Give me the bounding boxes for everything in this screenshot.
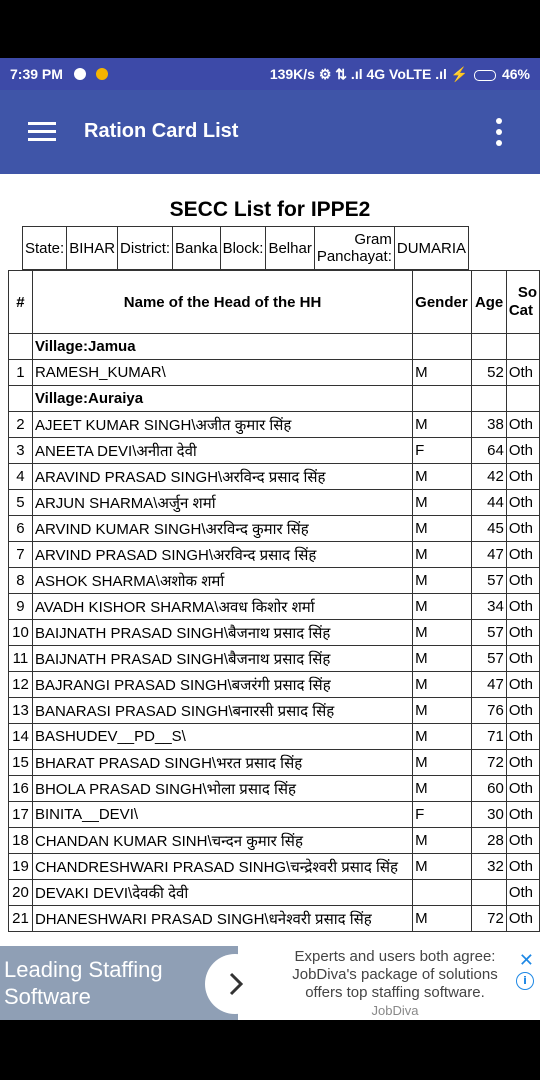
row-number: 8 [9, 568, 33, 594]
table-row [9, 464, 540, 490]
row-gender: M [413, 490, 472, 516]
village-row-cell [413, 386, 472, 412]
row-category: Oth [506, 750, 539, 776]
row-name: ARAVIND PRASAD SINGH\अरविन्द प्रसाद सिंह [32, 464, 412, 490]
row-name: CHANDRESHWARI PRASAD SINHG\चन्द्रेश्वरी प्रसाद सिंह [32, 854, 412, 880]
gp-label-line2: Panchayat: [316, 248, 392, 265]
row-gender: M [413, 672, 472, 698]
gram-panchayat-label [314, 227, 394, 270]
row-age: 60 [472, 776, 506, 802]
row-name: DHANESHWARI PRASAD SINGH\धनेश्वरी प्रसाद सिंह [32, 906, 412, 932]
table-row [9, 750, 540, 776]
row-number: 7 [9, 542, 33, 568]
village-row-cell [9, 334, 33, 360]
header-gender: Gender [413, 271, 472, 334]
row-name: ARVIND KUMAR SINGH\अरविन्द कुमार सिंह [32, 516, 412, 542]
status-indicators [270, 66, 530, 83]
row-name: BHARAT PRASAD SINGH\भरत प्रसाद सिंह [32, 750, 412, 776]
row-name: BANARASI PRASAD SINGH\बनारसी प्रसाद सिंह [32, 698, 412, 724]
row-name: BASHUDEV__PD__S\ [32, 724, 412, 750]
row-number: 3 [9, 438, 33, 464]
row-number: 1 [9, 360, 33, 386]
village-name: Village:Auraiya [32, 386, 412, 412]
row-number: 2 [9, 412, 33, 438]
top-black-bar [0, 0, 540, 58]
row-name: BAIJNATH PRASAD SINGH\बैजनाथ प्रसाद सिंह [32, 646, 412, 672]
row-age: 47 [472, 672, 506, 698]
state-value: BIHAR [67, 227, 118, 270]
row-gender: M [413, 828, 472, 854]
row-gender: M [413, 906, 472, 932]
header-category [506, 271, 539, 334]
row-gender: F [413, 438, 472, 464]
row-age: 28 [472, 828, 506, 854]
row-name: BINITA__DEVI\ [32, 802, 412, 828]
network-indicators: 139K/s ⚙ ⇅ .ıl 4G VoLTE .ıl ⚡ [269, 66, 469, 82]
hamburger-menu-icon[interactable] [28, 122, 56, 142]
table-row [9, 854, 540, 880]
village-row-cell [506, 334, 539, 360]
table-row [9, 828, 540, 854]
row-category: Oth [506, 412, 539, 438]
village-row-cell [413, 334, 472, 360]
chevron-right-icon [205, 954, 265, 1014]
ad-banner[interactable] [0, 946, 540, 1020]
row-number: 11 [9, 646, 33, 672]
row-number: 6 [9, 516, 33, 542]
row-gender: M [413, 724, 472, 750]
row-category: Oth [506, 594, 539, 620]
row-gender: M [413, 568, 472, 594]
row-gender [413, 880, 472, 906]
table-row [9, 646, 540, 672]
row-age: 47 [472, 542, 506, 568]
overflow-menu-icon[interactable] [496, 118, 502, 146]
page-title: SECC List for IPPE2 [169, 198, 371, 221]
row-category: Oth [506, 464, 539, 490]
row-name: BAJRANGI PRASAD SINGH\बजरंगी प्रसाद सिंह [32, 672, 412, 698]
table-row [9, 776, 540, 802]
row-gender: M [413, 750, 472, 776]
row-name: ARVIND PRASAD SINGH\अरविन्द प्रसाद सिंह [32, 542, 412, 568]
row-gender: M [413, 698, 472, 724]
row-name: AVADH KISHOR SHARMA\अवध किशोर शर्मा [32, 594, 412, 620]
status-bar [0, 58, 540, 90]
table-row [9, 490, 540, 516]
row-name: ANEETA DEVI\अनीता देवी [32, 438, 412, 464]
row-age [472, 880, 506, 906]
row-category: Oth [506, 854, 539, 880]
row-category: Oth [506, 438, 539, 464]
row-number: 9 [9, 594, 33, 620]
row-age: 52 [472, 360, 506, 386]
row-age: 42 [472, 464, 506, 490]
village-row-cell [472, 386, 506, 412]
table-row [9, 438, 540, 464]
row-category: Oth [506, 646, 539, 672]
row-age: 38 [472, 412, 506, 438]
row-category: Oth [506, 828, 539, 854]
row-age: 32 [472, 854, 506, 880]
row-age: 64 [472, 438, 506, 464]
row-name: ASHOK SHARMA\अशोक शर्मा [32, 568, 412, 594]
table-row [9, 594, 540, 620]
table-row [9, 412, 540, 438]
ad-left-panel [0, 946, 238, 1020]
row-age: 71 [472, 724, 506, 750]
row-gender: M [413, 646, 472, 672]
row-age: 57 [472, 646, 506, 672]
ad-info-icon[interactable]: i [516, 972, 534, 990]
row-name: ARJUN SHARMA\अर्जुन शर्मा [32, 490, 412, 516]
chrome-icon [96, 68, 108, 80]
ad-close-icon[interactable]: ✕ [518, 950, 534, 971]
table-row [9, 698, 540, 724]
row-category: Oth [506, 360, 539, 386]
village-row-cell [506, 386, 539, 412]
ad-headline: Leading Staffing Software [4, 957, 163, 1009]
row-number: 18 [9, 828, 33, 854]
row-gender: M [413, 542, 472, 568]
table-body [9, 334, 540, 932]
row-age: 57 [472, 568, 506, 594]
row-category: Oth [506, 698, 539, 724]
row-category: Oth [506, 672, 539, 698]
row-age: 34 [472, 594, 506, 620]
row-category: Oth [506, 516, 539, 542]
row-category: Oth [506, 880, 539, 906]
web-content[interactable] [0, 174, 540, 946]
row-gender: M [413, 360, 472, 386]
row-name: RAMESH_KUMAR\ [32, 360, 412, 386]
row-name: DEVAKI DEVI\देवकी देवी [32, 880, 412, 906]
location-info-table [22, 226, 469, 270]
row-category: Oth [506, 776, 539, 802]
village-row-cell [9, 386, 33, 412]
table-row [9, 906, 540, 932]
table-row [9, 542, 540, 568]
battery-icon [474, 70, 496, 81]
table-row [9, 672, 540, 698]
row-gender: M [413, 854, 472, 880]
row-category: Oth [506, 724, 539, 750]
row-category: Oth [506, 568, 539, 594]
village-row-cell [472, 334, 506, 360]
row-number: 4 [9, 464, 33, 490]
header-name: Name of the Head of the HH [32, 271, 412, 334]
ad-body [280, 948, 510, 1020]
bottom-black-bar [0, 1020, 540, 1080]
block-label: Block: [220, 227, 266, 270]
gram-panchayat-value: DUMARIA [394, 227, 468, 270]
row-number: 20 [9, 880, 33, 906]
district-value: Banka [173, 227, 221, 270]
ad-body-text: Experts and users both agree: JobDiva's package of solutions offers top staffing software. [292, 948, 498, 1001]
row-category: Oth [506, 542, 539, 568]
row-number: 5 [9, 490, 33, 516]
header-cat-line2: Cat [508, 302, 534, 319]
row-gender: M [413, 516, 472, 542]
row-age: 72 [472, 750, 506, 776]
row-gender: M [413, 464, 472, 490]
row-gender: M [413, 620, 472, 646]
row-name: BHOLA PRASAD SINGH\भोला प्रसाद सिंह [32, 776, 412, 802]
row-category: Oth [506, 490, 539, 516]
row-number: 17 [9, 802, 33, 828]
row-age: 72 [472, 906, 506, 932]
row-age: 76 [472, 698, 506, 724]
row-category: Oth [506, 802, 539, 828]
header-cat-line1: So [517, 284, 537, 301]
status-time: 7:39 PM [10, 66, 63, 82]
row-gender: F [413, 802, 472, 828]
row-age: 44 [472, 490, 506, 516]
ad-source: JobDiva [371, 1003, 419, 1018]
row-number: 10 [9, 620, 33, 646]
row-gender: M [413, 412, 472, 438]
village-row [9, 386, 540, 412]
table-row [9, 360, 540, 386]
district-label: District: [118, 227, 173, 270]
row-gender: M [413, 594, 472, 620]
table-row [9, 724, 540, 750]
row-number: 14 [9, 724, 33, 750]
gp-label-line1: Gram [354, 231, 392, 248]
notification-icon [74, 68, 86, 80]
block-value: Belhar [266, 227, 314, 270]
app-title: Ration Card List [84, 120, 239, 142]
row-age: 30 [472, 802, 506, 828]
row-number: 21 [9, 906, 33, 932]
row-number: 16 [9, 776, 33, 802]
table-row [9, 516, 540, 542]
row-name: BAIJNATH PRASAD SINGH\बैजनाथ प्रसाद सिंह [32, 620, 412, 646]
row-age: 57 [472, 620, 506, 646]
ad-arrow-button[interactable] [205, 954, 265, 1014]
battery-percent: 46% [501, 66, 530, 82]
row-number: 19 [9, 854, 33, 880]
row-name: CHANDAN KUMAR SINH\चन्दन कुमार सिंह [32, 828, 412, 854]
state-label: State: [23, 227, 67, 270]
header-age: Age [472, 271, 506, 334]
app-bar [0, 90, 540, 174]
table-row [9, 568, 540, 594]
village-row [9, 334, 540, 360]
row-number: 12 [9, 672, 33, 698]
household-table [8, 270, 540, 932]
row-age: 45 [472, 516, 506, 542]
village-name: Village:Jamua [32, 334, 412, 360]
row-gender: M [413, 776, 472, 802]
row-name: AJEET KUMAR SINGH\अजीत कुमार सिंह [32, 412, 412, 438]
table-row [9, 620, 540, 646]
row-category: Oth [506, 620, 539, 646]
table-row [9, 880, 540, 906]
row-category: Oth [506, 906, 539, 932]
header-num: # [9, 271, 33, 334]
table-row [9, 802, 540, 828]
row-number: 15 [9, 750, 33, 776]
row-number: 13 [9, 698, 33, 724]
